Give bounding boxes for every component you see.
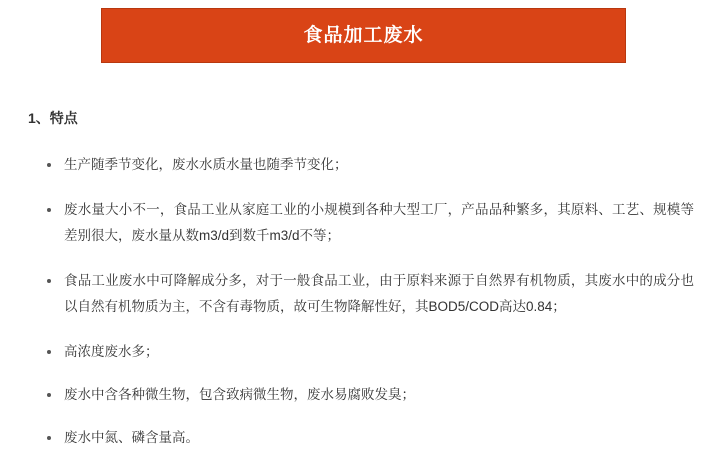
list-item-text: 废水量大小不一，食品工业从家庭工业的小规模到各种大型工厂，产品品种繁多，其原料、工艺、规模等差别很大，废水量从数m3/d到数千m3/d不等； [64, 202, 694, 243]
list-item [44, 152, 694, 178]
list-item-text: 废水中氮、磷含量高。 [64, 430, 199, 445]
feature-bullet-list [44, 152, 694, 468]
page-title-banner [101, 8, 626, 63]
bullet-dot-icon [47, 208, 51, 212]
section-heading: 1、特点 [28, 110, 78, 126]
list-item [44, 268, 694, 320]
bullet-dot-icon [47, 350, 51, 354]
bullet-dot-icon [47, 436, 51, 440]
list-item-text: 生产随季节变化，废水水质水量也随季节变化； [64, 157, 348, 172]
list-item [44, 425, 694, 451]
bullet-dot-icon [47, 393, 51, 397]
list-item-text: 废水中含各种微生物，包含致病微生物，废水易腐败发臭； [64, 387, 415, 402]
list-item [44, 339, 694, 365]
page-title: 食品加工废水 [303, 25, 424, 46]
bullet-dot-icon [47, 279, 51, 283]
list-item [44, 382, 694, 408]
list-item [44, 197, 694, 249]
list-item-text: 食品工业废水中可降解成分多，对于一般食品工业，由于原料来源于自然界有机物质，其废水中的成分也以自然有机物质为主，不含有毒物质，故可生物降解性好，其BOD5/COD高达0.84； [64, 273, 694, 314]
list-item-text: 高浓度废水多； [64, 344, 159, 359]
bullet-dot-icon [47, 163, 51, 167]
